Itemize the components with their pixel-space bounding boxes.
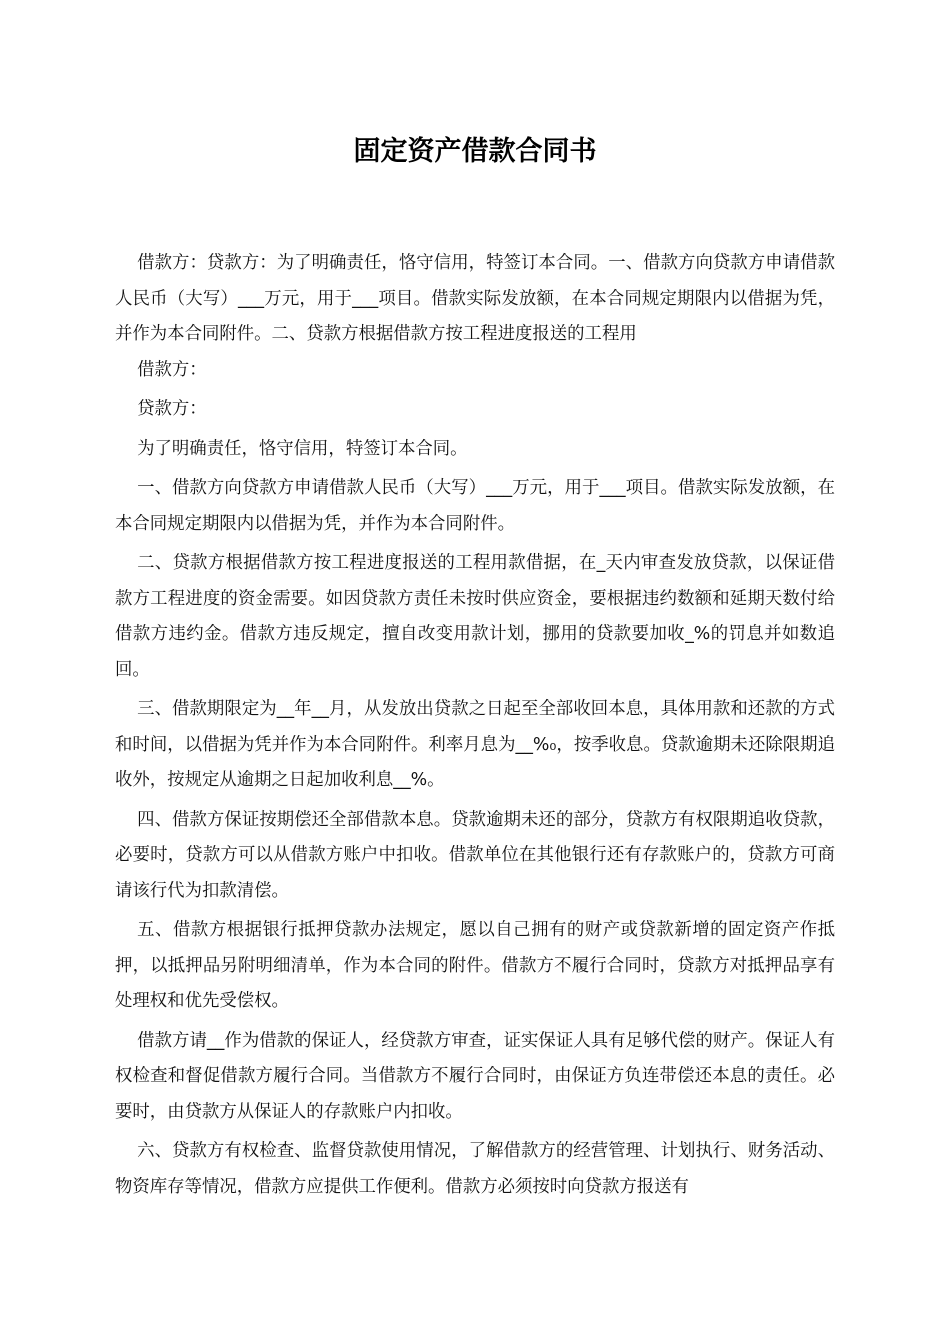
document-body <box>115 246 835 1209</box>
document-title: 固定资产借款合同书 <box>353 136 597 167</box>
paragraph-preamble: 为了明确责任，恪守信用，特签订本合同。 <box>137 438 468 459</box>
paragraph-borrower-label: 借款方： <box>137 359 207 380</box>
paragraph-clause-6: 六、贷款方有权检查、监督贷款使用情况，了解借款方的经营管理、计划执行、财务活动、物资库存等情况，借款方应提供工作便利。借款方必须按时向贷款方报送有 <box>115 1141 835 1197</box>
paragraph-lender-label: 贷款方： <box>137 399 207 419</box>
paragraph-guarantor: 借款方请__作为借款的保证人，经贷款方审查，证实保证人具有足够代偿的财产。保证人有权检查和督促借款方履行合同。当借款方不履行合同时，由保证方负连带偿还本息的责任。必要时，由贷款方从保证人的存款账户内扣收。 <box>115 1030 835 1122</box>
paragraph-clause-4: 四、借款方保证按期偿还全部借款本息。贷款逾期未还的部分，贷款方有权限期追收贷款，必要时，贷款方可以从借款方账户中扣收。借款单位在其他银行还有存款账户的，贷款方可商请该行代为扣款清偿。 <box>115 809 835 901</box>
paragraph-intro-summary: 借款方：贷款方：为了明确责任，恪守信用，特签订本合同。一、借款方向贷款方申请借款人民币（大写）___万元，用于___项目。借款实际发放额，在本合同规定期限内以借据为凭，并作为本合同附件。二、贷款方根据借款方按工程进度报送的工程用 <box>115 253 835 344</box>
paragraph-clause-3: 三、借款期限定为__年__月，从发放出贷款之日起至全部收回本息，具体用款和还款的方式和时间，以借据为凭并作为本合同附件。利率月息为__%₀，按季收息。贷款逾期未还除限期追收外，按规定从逾期之日起加收利息__%。 <box>115 699 835 790</box>
paragraph-clause-5: 五、借款方根据银行抵押贷款办法规定，愿以自己拥有的财产或贷款新增的固定资产作抵押，以抵押品另附明细清单，作为本合同的附件。借款方不履行合同时，贷款方对抵押品享有处理权和优先受偿权。 <box>115 920 835 1011</box>
paragraph-clause-1: 一、借款方向贷款方申请借款人民币（大写）___万元，用于___项目。借款实际发放额，在本合同规定期限内以借据为凭，并作为本合同附件。 <box>115 478 835 534</box>
paragraph-clause-2: 二、贷款方根据借款方按工程进度报送的工程用款借据，在_天内审查发放贷款，以保证借款方工程进度的资金需要。如因贷款方责任未按时供应资金，要根据违约数额和延期天数付给借款方违约金。借款方违反规定，擅自改变用款计划，挪用的贷款要加收_%的罚息并如数追回。 <box>115 553 835 680</box>
